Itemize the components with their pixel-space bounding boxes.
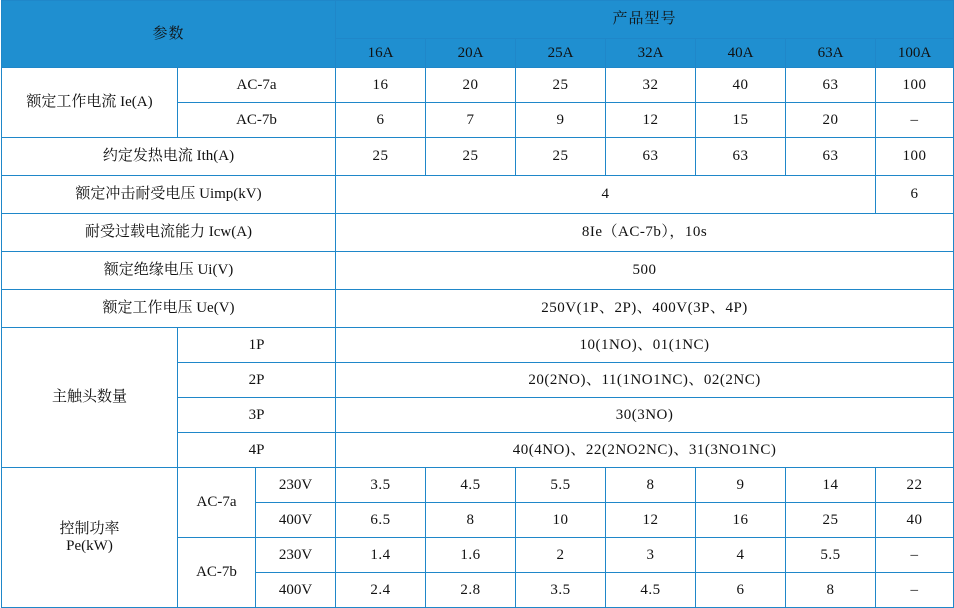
cell-ith-25a: 25 <box>516 138 606 176</box>
cell-pe-ac7b-400v-25a: 3.5 <box>516 573 606 608</box>
row-sub-ac7b: AC-7b <box>178 103 336 138</box>
cell-pe-ac7b-230v-63a: 5.5 <box>786 538 876 573</box>
cell-pe-ac7a-400v-32a: 12 <box>606 503 696 538</box>
cell-pole-1p: 1P <box>178 328 336 363</box>
cell-ie-ac7a-20a: 20 <box>426 68 516 103</box>
cell-power-voltage-ac7b-400v: 400V <box>256 573 336 608</box>
cell-pole-2p: 2P <box>178 363 336 398</box>
cell-ie-ac7b-32a: 12 <box>606 103 696 138</box>
specification-table <box>1 0 954 608</box>
cell-ith-100a: 100 <box>876 138 954 176</box>
cell-ie-ac7a-100a: 100 <box>876 68 954 103</box>
cell-ith-20a: 25 <box>426 138 516 176</box>
row-label-ue: 额定工作电压 Ue(V) <box>2 290 336 328</box>
cell-pe-ac7a-400v-40a: 16 <box>696 503 786 538</box>
cell-pe-ac7b-230v-32a: 3 <box>606 538 696 573</box>
cell-pe-ac7a-400v-20a: 8 <box>426 503 516 538</box>
cell-ie-ac7b-100a: – <box>876 103 954 138</box>
cell-pe-ac7a-400v-100a: 40 <box>876 503 954 538</box>
cell-ith-32a: 63 <box>606 138 696 176</box>
table-row-ie-ac7a <box>2 68 954 103</box>
cell-ie-ac7a-40a: 40 <box>696 68 786 103</box>
table-row-power-ac7a-230v <box>2 468 954 503</box>
cell-ie-ac7a-63a: 63 <box>786 68 876 103</box>
header-model-20a: 20A <box>426 39 516 68</box>
table-row-ui <box>2 252 954 290</box>
cell-ie-ac7a-16a: 16 <box>336 68 426 103</box>
cell-pe-ac7b-230v-20a: 1.6 <box>426 538 516 573</box>
row-label-thermal-current: 约定发热电流 Ith(A) <box>2 138 336 176</box>
cell-ie-ac7a-32a: 32 <box>606 68 696 103</box>
control-power-label-line2: Pe(kW) <box>66 537 113 554</box>
row-label-uimp: 额定冲击耐受电压 Uimp(kV) <box>2 176 336 214</box>
header-param: 参数 <box>2 1 336 68</box>
cell-ith-40a: 63 <box>696 138 786 176</box>
cell-pe-ac7b-230v-16a: 1.4 <box>336 538 426 573</box>
row-label-ui: 额定绝缘电压 Ui(V) <box>2 252 336 290</box>
cell-power-type-ac7a: AC-7a <box>178 468 256 538</box>
table-header-row-1 <box>2 1 954 39</box>
cell-pe-ac7a-400v-16a: 6.5 <box>336 503 426 538</box>
cell-ith-63a: 63 <box>786 138 876 176</box>
cell-ith-16a: 25 <box>336 138 426 176</box>
cell-pe-ac7a-400v-63a: 25 <box>786 503 876 538</box>
header-model-40a: 40A <box>696 39 786 68</box>
header-model-16a: 16A <box>336 39 426 68</box>
cell-ie-ac7b-20a: 7 <box>426 103 516 138</box>
cell-ui-value: 500 <box>336 252 954 290</box>
table-row-contacts-1p <box>2 328 954 363</box>
cell-pe-ac7b-400v-40a: 6 <box>696 573 786 608</box>
header-model-63a: 63A <box>786 39 876 68</box>
cell-power-type-ac7b: AC-7b <box>178 538 256 608</box>
cell-pe-ac7b-400v-100a: – <box>876 573 954 608</box>
cell-pe-ac7a-230v-63a: 14 <box>786 468 876 503</box>
cell-ue-value: 250V(1P、2P)、400V(3P、4P) <box>336 290 954 328</box>
cell-contacts-1p: 10(1NO)、01(1NC) <box>336 328 954 363</box>
cell-pe-ac7a-230v-20a: 4.5 <box>426 468 516 503</box>
cell-contacts-4p: 40(4NO)、22(2NO2NC)、31(3NO1NC) <box>336 433 954 468</box>
table-row-uimp <box>2 176 954 214</box>
table-row-icw <box>2 214 954 252</box>
cell-pe-ac7a-400v-25a: 10 <box>516 503 606 538</box>
cell-pe-ac7a-230v-16a: 3.5 <box>336 468 426 503</box>
cell-pe-ac7b-400v-20a: 2.8 <box>426 573 516 608</box>
control-power-label-line1: 控制功率 <box>59 521 120 537</box>
cell-pole-4p: 4P <box>178 433 336 468</box>
table-row-ith <box>2 138 954 176</box>
cell-uimp-4kv: 4 <box>336 176 876 214</box>
cell-pe-ac7b-400v-63a: 8 <box>786 573 876 608</box>
cell-ie-ac7b-40a: 15 <box>696 103 786 138</box>
cell-pe-ac7b-230v-100a: – <box>876 538 954 573</box>
cell-pole-3p: 3P <box>178 398 336 433</box>
cell-pe-ac7b-400v-16a: 2.4 <box>336 573 426 608</box>
row-label-rated-current: 额定工作电流 Ie(A) <box>2 68 178 138</box>
cell-pe-ac7b-230v-25a: 2 <box>516 538 606 573</box>
cell-icw-value: 8Ie（AC-7b），10s <box>336 214 954 252</box>
cell-pe-ac7b-230v-40a: 4 <box>696 538 786 573</box>
cell-pe-ac7a-230v-40a: 9 <box>696 468 786 503</box>
table-row-ue <box>2 290 954 328</box>
cell-contacts-2p: 20(2NO)、11(1NO1NC)、02(2NC) <box>336 363 954 398</box>
header-model: 产品型号 <box>336 1 954 39</box>
cell-ie-ac7b-63a: 20 <box>786 103 876 138</box>
cell-pe-ac7a-230v-25a: 5.5 <box>516 468 606 503</box>
header-model-100a: 100A <box>876 39 954 68</box>
cell-uimp-6kv: 6 <box>876 176 954 214</box>
row-label-main-contacts: 主触头数量 <box>2 328 178 468</box>
cell-power-voltage-ac7a-230v: 230V <box>256 468 336 503</box>
cell-pe-ac7b-400v-32a: 4.5 <box>606 573 696 608</box>
cell-pe-ac7a-230v-32a: 8 <box>606 468 696 503</box>
row-sub-ac7a: AC-7a <box>178 68 336 103</box>
row-label-icw: 耐受过载电流能力 Icw(A) <box>2 214 336 252</box>
cell-power-voltage-ac7a-400v: 400V <box>256 503 336 538</box>
cell-ie-ac7b-25a: 9 <box>516 103 606 138</box>
cell-ie-ac7b-16a: 6 <box>336 103 426 138</box>
cell-contacts-3p: 30(3NO) <box>336 398 954 433</box>
row-label-control-power <box>2 468 178 608</box>
header-model-32a: 32A <box>606 39 696 68</box>
cell-pe-ac7a-230v-100a: 22 <box>876 468 954 503</box>
cell-ie-ac7a-25a: 25 <box>516 68 606 103</box>
header-model-25a: 25A <box>516 39 606 68</box>
cell-power-voltage-ac7b-230v: 230V <box>256 538 336 573</box>
